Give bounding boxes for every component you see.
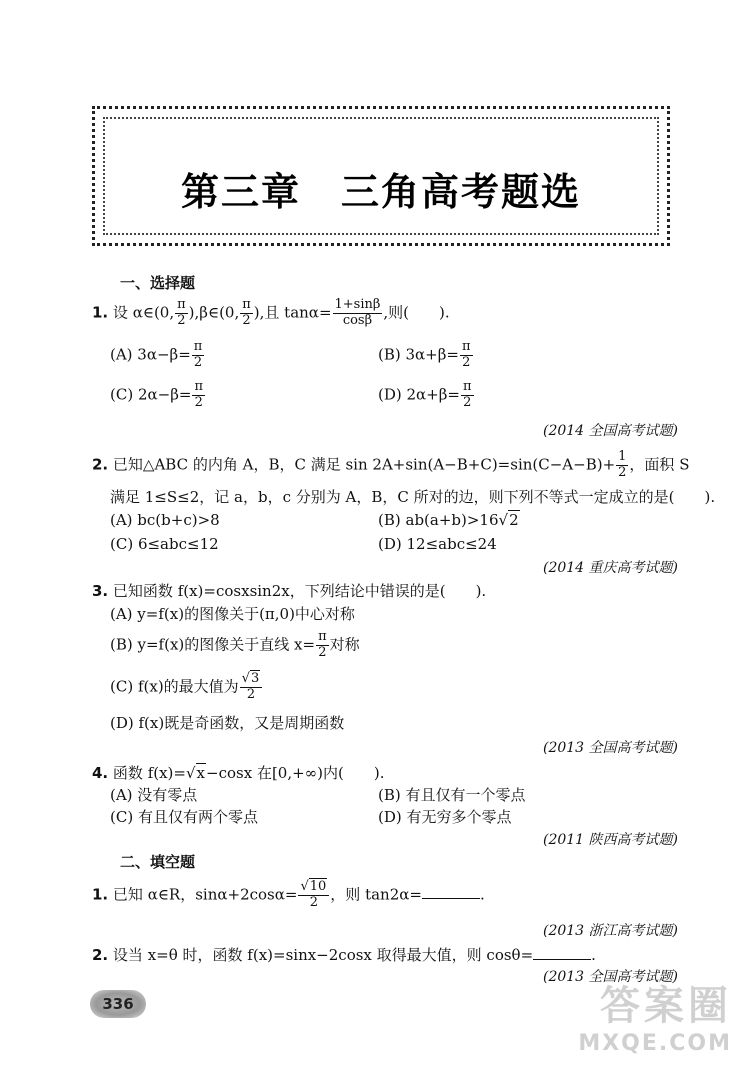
fraction: $\frac{1+\sin\beta}{\cos\beta}$ [334,297,381,328]
q2-option-a: (A) bc(b+c)>8 [110,511,220,529]
watermark-url: MXQE.COM [578,1031,732,1056]
q1-option-b: (B) 3α+β= $\frac{\pi}{2}$ [378,339,471,370]
chapter-title: 第三章 三角高考题选 [180,170,581,214]
fill-question-1: 1. 已知 α∈R，sinα+2cosα= $\frac{√10}{2}$ ，则 tan2α= . [92,879,485,910]
q4-option-a: (A) 没有零点 [110,786,198,804]
watermark-logo-text: 答案圈 [600,983,732,1029]
q3-option-b: (B) y=f(x)的图像关于直线 x= $\frac{\pi}{2}$ 对称 [110,629,360,660]
question-number: 3. [92,582,109,600]
question-number: 2. [92,455,109,474]
question-3: 3. 已知函数 f(x)=cosxsin2x，下列结论中错误的是( ). [92,582,487,600]
q3-option-d: (D) f(x)既是奇函数，又是周期函数 [110,714,345,732]
question-2: 2. 已知△ABC 的内角 A，B，C 满足 sin 2A+sin(A−B+C)=sin(C−A−B)+ $\frac{1}{2}$ ，面积 S [92,449,690,480]
fraction: $\frac{1}{2}$ [618,449,627,480]
q3-source: (2013 全国高考试题) [542,740,678,756]
q3-option-c: (C) f(x)的最大值为 $\frac{√3}{2}$ [110,672,263,703]
answer-blank[interactable] [422,886,480,899]
q4-option-c: (C) 有且仅有两个零点 [110,808,258,826]
q4-source: (2011 陕西高考试题) [542,832,678,848]
f1-source: (2013 浙江高考试题) [542,923,678,939]
fraction: $\frac{√10}{2}$ [298,880,329,911]
question-number: 1. [92,303,109,322]
question-4: 4. 函数 f(x)=√x−cosx 在[0,+∞)内( ). [92,764,385,782]
q3-option-a: (A) y=f(x)的图像关于(π,0)中心对称 [110,605,355,623]
question-1: 1. 设 α∈(0, $\frac{\pi}{2}$ ),β∈(0, $\frac{\pi}{2}$ ),且 tanα= $\frac{1+\sin\beta}{\cos\beta}$ ,则( ). [92,297,450,328]
q2-option-d: (D) 12≤abc≤24 [378,535,497,553]
q2-option-c: (C) 6≤abc≤12 [110,535,219,553]
q4-option-b: (B) 有且仅有一个零点 [378,786,526,804]
q2-source: (2014 重庆高考试题) [542,560,678,576]
answer-blank[interactable] [533,947,591,960]
question-number: 1. [92,885,109,904]
q4-option-d: (D) 有无穷多个零点 [378,808,512,826]
fraction: $\frac{\pi}{2}$ [177,297,186,328]
section-fill-in: 二、填空题 [120,853,196,871]
f2-source: (2013 全国高考试题) [542,969,678,985]
q1-source: (2014 全国高考试题) [542,423,678,439]
page-number: 336 [90,990,146,1018]
question-2-line-2: 满足 1≤S≤2，记 a，b，c 分别为 A，B，C 所对的边，则下列不等式一定成立的是( ). [110,488,716,506]
q2-option-b: (B) ab(a+b)>16√2 [378,511,519,529]
chapter-title-frame [92,106,670,246]
fraction: $\frac{\pi}{2}$ [242,297,251,328]
q1-option-c: (C) 2α−β= $\frac{\pi}{2}$ [110,379,203,410]
watermark [578,974,732,1056]
section-multiple-choice: 一、选择题 [120,274,196,292]
q1-option-d: (D) 2α+β= $\frac{\pi}{2}$ [378,379,472,410]
question-number: 2. [92,946,109,964]
q1-option-a: (A) 3α−β= $\frac{\pi}{2}$ [110,339,203,370]
fill-question-2: 2. 设当 x=θ 时，函数 f(x)=sinx−2cosx 取得最大值，则 cosθ= . [92,946,596,964]
question-number: 4. [92,764,109,782]
